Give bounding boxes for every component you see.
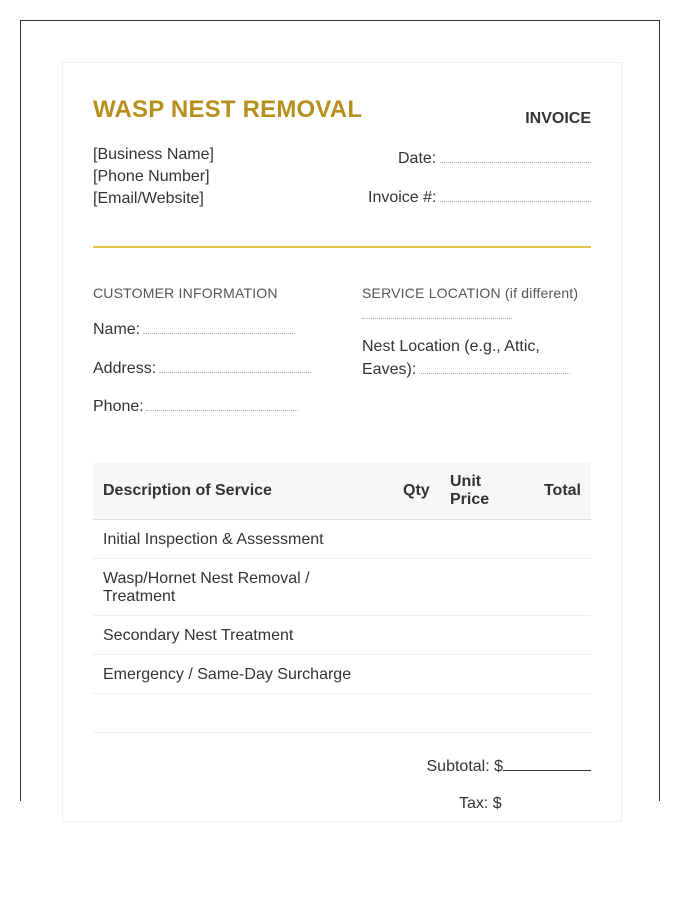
tax-line	[459, 795, 502, 813]
col-unit-price	[450, 473, 489, 509]
table-row	[93, 655, 591, 694]
col-total: Total	[543, 482, 581, 499]
table-row	[93, 520, 591, 559]
date-label: Date:	[398, 150, 437, 167]
header-divider	[93, 246, 591, 248]
service-location-field[interactable]	[362, 318, 512, 319]
subtotal-label: Subtotal: $	[426, 758, 503, 775]
services-table	[93, 463, 591, 733]
invoice-number-field[interactable]	[440, 201, 591, 202]
customer-name-label: Name:	[93, 321, 141, 338]
business-phone: [Phone Number]	[93, 168, 210, 185]
service-description: Secondary Nest Treatment	[103, 627, 294, 644]
subtotal-field[interactable]	[503, 756, 591, 771]
business-email: [Email/Website]	[93, 190, 204, 207]
customer-address-field[interactable]	[159, 372, 311, 373]
nest-location-label-line1: Nest Location (e.g., Attic,	[362, 338, 540, 355]
service-description: Initial Inspection & Assessment	[103, 531, 324, 548]
document-title: WASP NEST REMOVAL	[93, 96, 363, 123]
service-description	[103, 570, 310, 606]
date-field[interactable]	[440, 162, 591, 163]
col-unit-price-line2: Price	[450, 491, 490, 508]
service-description-line2: Treatment	[103, 588, 176, 605]
service-description: Emergency / Same-Day Surcharge	[103, 666, 352, 683]
table-row	[93, 559, 591, 616]
table-header	[93, 463, 591, 520]
service-location-heading: SERVICE LOCATION (if different)	[362, 285, 579, 301]
invoice-number-label: Invoice #:	[368, 189, 437, 206]
page-frame	[20, 20, 660, 812]
service-description-line1: Wasp/Hornet Nest Removal /	[103, 570, 310, 587]
nest-location-label-line2: Eaves):	[362, 361, 417, 378]
customer-phone-label: Phone:	[93, 398, 144, 415]
customer-address-label: Address:	[93, 360, 157, 377]
business-name: [Business Name]	[93, 146, 214, 163]
subtotal-line	[427, 756, 592, 776]
col-unit-price-line1: Unit	[450, 473, 482, 490]
customer-name-field[interactable]	[143, 333, 295, 334]
customer-info-heading: CUSTOMER INFORMATION	[93, 285, 278, 301]
invoice-label: INVOICE	[525, 110, 591, 127]
table-row	[93, 694, 591, 733]
invoice-sheet	[62, 62, 622, 822]
col-description: Description of Service	[103, 482, 272, 499]
customer-phone-field[interactable]	[146, 410, 298, 411]
col-qty: Qty	[403, 482, 430, 499]
tax-label: Tax: $	[459, 795, 502, 812]
business-info	[93, 144, 214, 210]
table-row	[93, 616, 591, 655]
nest-location-field[interactable]	[419, 373, 570, 374]
